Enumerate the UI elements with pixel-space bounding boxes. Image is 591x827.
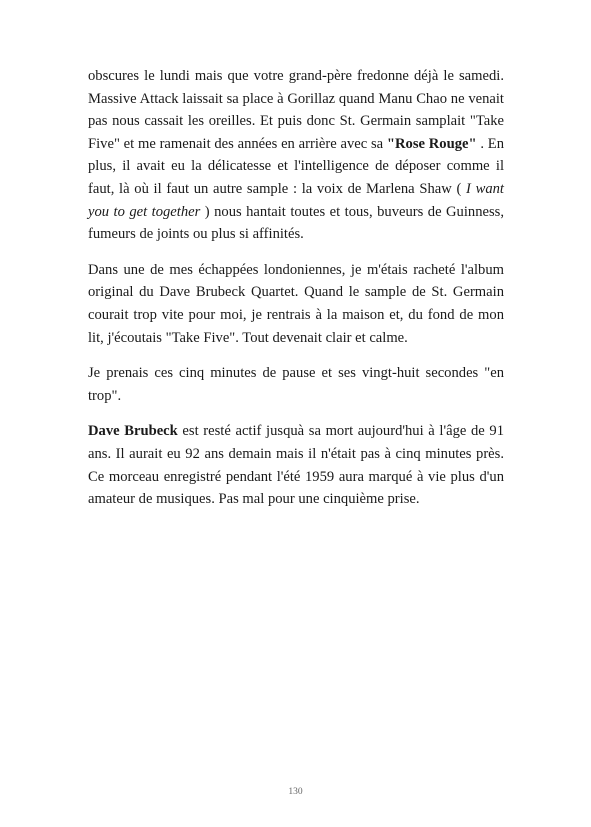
song-title-i-want-you: I want you to get together <box>88 180 504 220</box>
paragraph-1 <box>88 65 504 246</box>
paragraph-2: Dans une de mes échappées londoniennes, je m'étais racheté l'album original du Dave Brubeck Quartet. Quand le sample de St. Germain courait trop vite pour moi, je rentrais à la maison et, du fond de mon lit, j'écoutais "Take Five". Tout devenait clair et calme. <box>88 261 504 346</box>
name-dave-brubeck: Dave Brubeck <box>88 423 178 440</box>
paragraph-1-text-c: ) nous hantait toutes et tous, buveurs de Guinness, fumeurs de joints ou plus si affinités. <box>88 203 504 243</box>
paragraph-4-text: est resté actif jusquà sa mort aujourd'hui à l'âge de 91 ans. Il aurait eu 92 ans demain mais il n'était pas à cinq minutes près. Ce morceau enregistré pendant l'été 1959 aura marqué à vie plus d'un amateur de musiques. Pas mal pour une cinquième prise. <box>88 423 505 508</box>
paragraph-4 <box>88 420 504 510</box>
paragraph-3: Je prenais ces cinq minutes de pause et ses vingt-huit secondes "en trop". <box>88 365 504 404</box>
song-title-rose-rouge: "Rose Rouge" <box>386 135 477 152</box>
page-body <box>88 65 504 524</box>
page-number: 130 <box>288 787 303 797</box>
paragraph-1-text-a: obscures le lundi mais que votre grand-père fredonne déjà le samedi. Massive Attack laissait sa place à Gorillaz quand Manu Chao ne venait pas nous cassait les oreilles. Et puis donc St. Germain samplait "Take Five" et me ramenait des années en arrière avec sa <box>88 68 504 152</box>
paragraph-1-text-b: . En plus, il avait eu la délicatesse et l'intelligence de déposer comme il faut, là où il faut un autre sample : la voix de Marlena Shaw ( <box>88 135 504 197</box>
